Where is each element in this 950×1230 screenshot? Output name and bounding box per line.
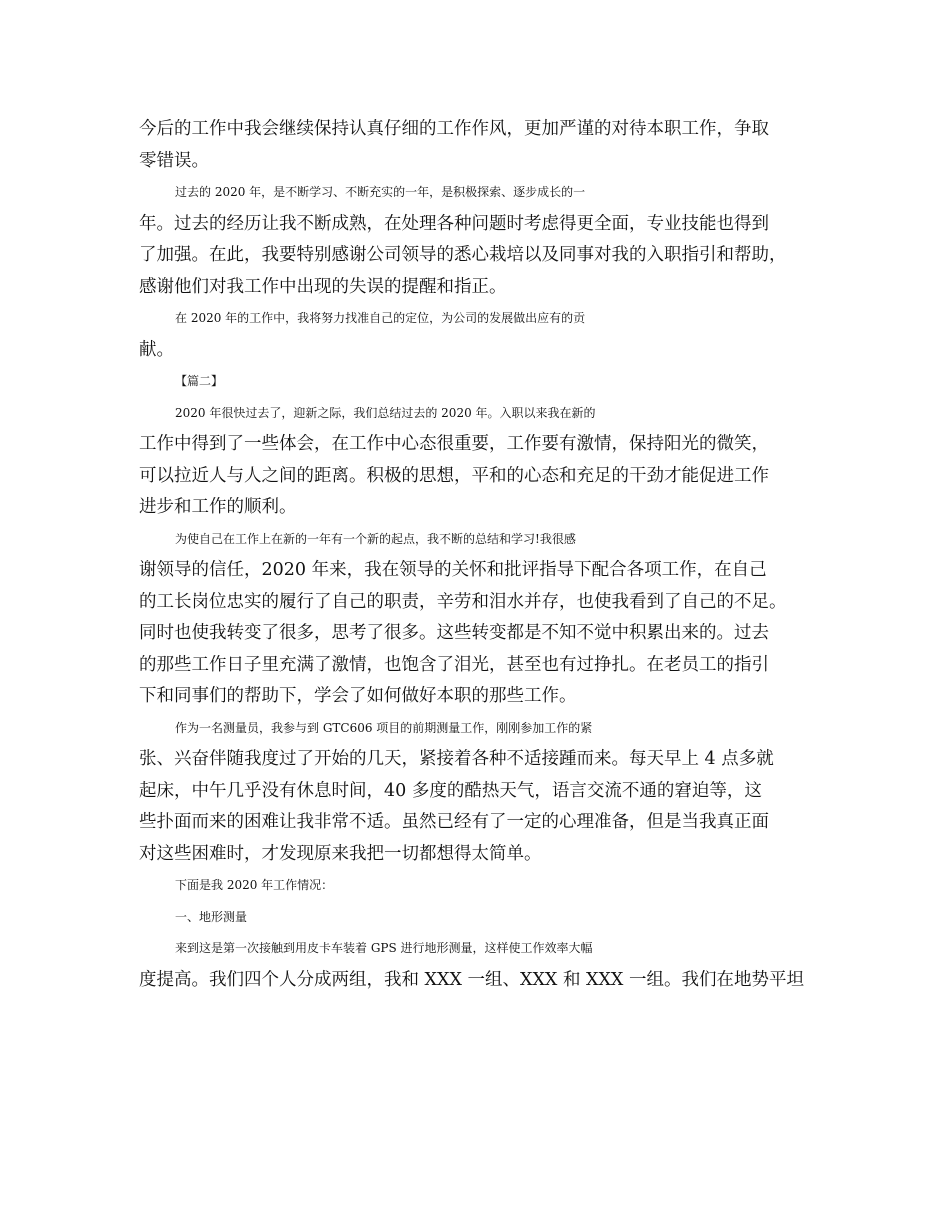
- text-line: 了加强。在此，我要特别感谢公司领导的悉心栽培以及同事对我的入职指引和帮助，: [139, 245, 787, 265]
- text-line: 一、地形测量: [175, 909, 248, 924]
- text-line: 起床，中午几乎没有休息时间，40 多度的酷热天气，语言交流不通的窘迫等，这: [139, 780, 762, 801]
- text-line: 些扑面而来的困难让我非常不适。虽然已经有了一定的心理准备，但是当我真正面: [139, 812, 769, 832]
- text-line: 作为一名测量员，我参与到 GTC606 项目的前期测量工作，刚刚参加工作的紧: [175, 720, 593, 735]
- text-line: 可以拉近人与人之间的距离。积极的思想，平和的心态和充足的干劲才能促进工作: [139, 465, 769, 486]
- text-line: 张、兴奋伴随我度过了开始的几天，紧接着各种不适接踵而来。每天早上 4 点多就: [139, 749, 774, 769]
- text-line: 在 2020 年的工作中，我将努力找准自己的定位，为公司的发展做出应有的贡: [175, 311, 586, 325]
- document-body: [139, 114, 819, 996]
- text-line: 进步和工作的顺利。: [139, 497, 297, 517]
- text-line: 下面是我 2020 年工作情况：: [175, 878, 334, 892]
- text-line: 谢领导的信任，2020 年来，我在领导的关怀和批评指导下配合各项工作，在自己: [139, 560, 767, 580]
- text-line: 过去的 2020 年，是不断学习、不断充实的一年，是积极探索、逐步成长的一: [175, 185, 586, 199]
- text-line: 同时也使我转变了很多，思考了很多。这些转变都是不知不觉中积累出来的。过去: [139, 623, 769, 643]
- text-line: 为使自己在工作上在新的一年有一个新的起点，我不断的总结和学习!我很感: [175, 531, 576, 546]
- text-line: 对这些困难时，才发现原来我把一切都想得太简单。: [139, 843, 542, 864]
- text-line: 度提高。我们四个人分成两组，我和 XXX 一组、XXX 和 XXX 一组。我们在地势平坦: [139, 969, 804, 990]
- text-line: 【篇二】: [175, 374, 224, 388]
- text-line: 来到这是第一次接触到用皮卡车装着 GPS 进行地形测量，这样使工作效率大幅: [175, 941, 593, 955]
- text-line: 零错误。: [139, 150, 209, 171]
- text-line: 感谢他们对我工作中出现的失误的提醒和指正。: [139, 276, 507, 297]
- text-line: 2020 年很快过去了，迎新之际，我们总结过去的 2020 年。入职以来我在新的: [175, 405, 596, 420]
- text-line: 的那些工作日子里充满了激情，也饱含了泪光，甚至也有过挣扎。在老员工的指引: [139, 654, 769, 675]
- text-line: 下和同事们的帮助下，学会了如何做好本职的那些工作。: [139, 686, 577, 706]
- text-line: 献。: [139, 339, 174, 360]
- text-line: 今后的工作中我会继续保持认真仔细的工作作风，更加严谨的对待本职工作，争取: [139, 119, 769, 139]
- text-line: 的工长岗位忠实的履行了自己的职责，辛劳和泪水并存，也使我看到了自己的不足。: [139, 591, 787, 612]
- text-line: 工作中得到了一些体会，在工作中心态很重要，工作要有激情，保持阳光的微笑，: [139, 434, 769, 454]
- text-line: 年。过去的经历让我不断成熟，在处理各种问题时考虑得更全面，专业技能也得到: [139, 213, 769, 234]
